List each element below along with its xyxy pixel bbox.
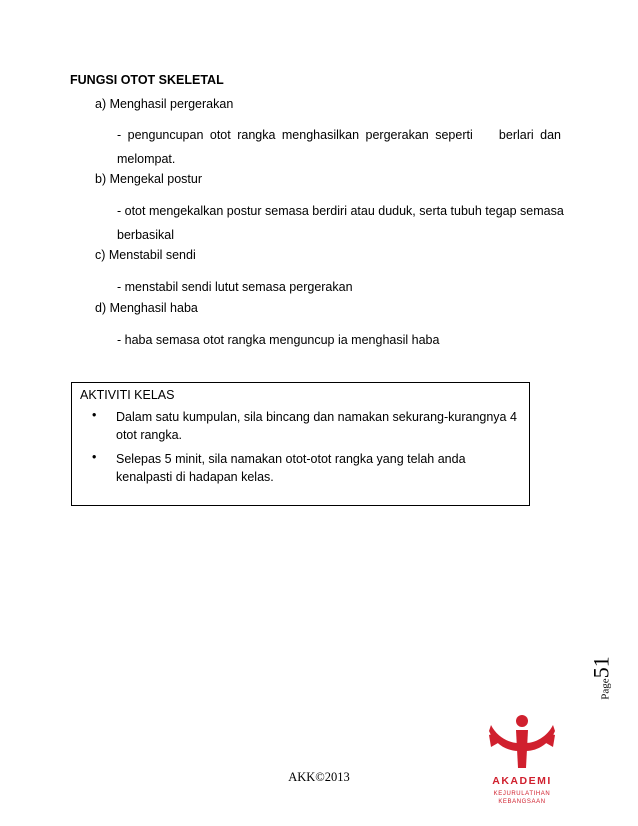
item-a-label: a) Menghasil pergerakan xyxy=(95,97,234,111)
item-c-desc: - menstabil sendi lutut semasa pergerakan xyxy=(117,280,353,294)
item-b-desc-line2: berbasikal xyxy=(117,228,174,242)
item-a-desc-line2: melompat. xyxy=(117,152,176,166)
page-prefix: Page xyxy=(599,678,612,700)
activity-bullet-1-line1: Dalam satu kumpulan, sila bincang dan namakan sekurang-kurangnya 4 xyxy=(116,410,517,424)
item-b-desc-line1: - otot mengekalkan postur semasa berdiri atau duduk, serta tubuh tegap semasa xyxy=(117,204,564,218)
page-number-value: 51 xyxy=(588,656,614,679)
logo-line2: KEJURULATIHAN xyxy=(493,791,551,797)
activity-bullet-2-line1: Selepas 5 minit, sila namakan otot-otot rangka yang telah anda xyxy=(116,452,466,466)
activity-bullet-2-line2: kenalpasti di hadapan kelas. xyxy=(116,470,274,484)
activity-box xyxy=(71,382,530,506)
activity-title: AKTIVITI KELAS xyxy=(80,388,175,402)
logo-line3: KEBANGSAAN xyxy=(498,799,546,805)
item-b-label: b) Mengekal postur xyxy=(95,172,203,186)
item-d-desc: - haba semasa otot rangka menguncup ia menghasil haba xyxy=(117,333,440,347)
bullet-icon: • xyxy=(92,450,97,464)
bullet-icon: • xyxy=(92,408,97,422)
logo-line1: AKADEMI xyxy=(492,775,552,787)
item-d-label: d) Menghasil haba xyxy=(95,301,198,315)
item-a-desc-line1-end: berlari dan xyxy=(498,128,561,142)
page-number xyxy=(589,656,615,699)
logo-emblem-icon xyxy=(487,713,557,813)
activity-bullet-1-line2: otot rangka. xyxy=(116,428,183,442)
item-b-desc xyxy=(117,199,564,247)
akademi-logo xyxy=(487,713,557,813)
activity-bullet-2 xyxy=(116,450,524,486)
activity-bullet-1 xyxy=(116,408,524,444)
section-title: FUNGSI OTOT SKELETAL xyxy=(70,73,224,87)
item-a-desc-line1: - penguncupan otot rangka menghasilkan pergerakan seperti xyxy=(117,128,473,142)
item-c-label: c) Menstabil sendi xyxy=(95,248,196,262)
footer-copyright: AKK©2013 xyxy=(288,770,350,784)
item-a-desc xyxy=(117,123,561,171)
